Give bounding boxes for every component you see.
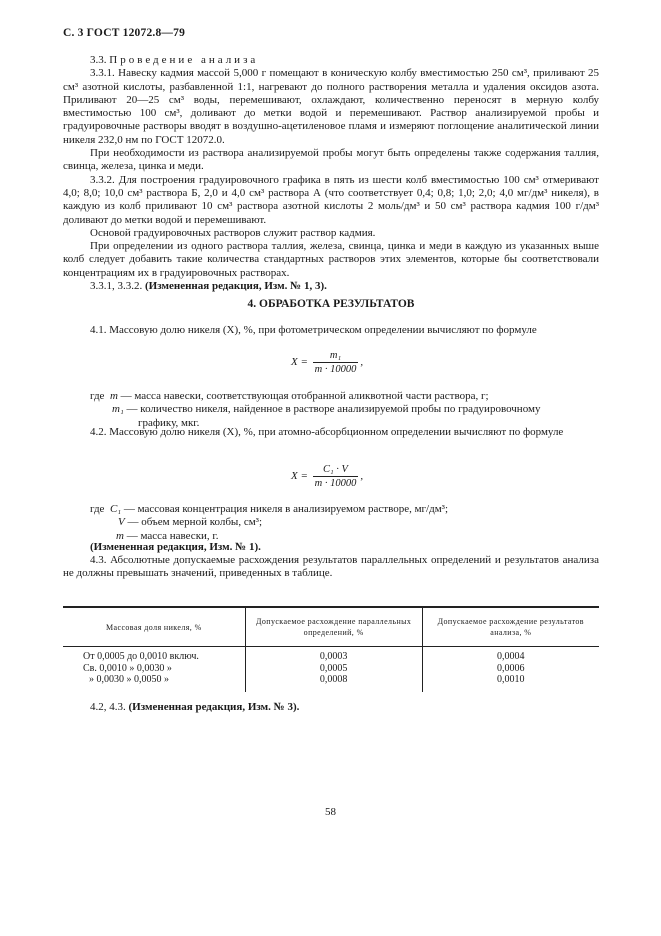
legend-text: — объем мерной колбы, см³; — [127, 516, 263, 529]
legend-row — [90, 503, 448, 516]
paragraph-3-3-1 — [63, 67, 599, 147]
paragraph-3-3-1-note: При необходимости из раствора анализируемой пробы могут быть определены также содержания таллия, свинца, железа, цинка и меди. — [63, 147, 599, 173]
tolerance-table — [63, 606, 599, 692]
formula-1 — [291, 350, 363, 375]
table-header-cell: Допускаемое расхождение параллельных определений, % — [245, 607, 422, 647]
paragraph-3-3-2 — [63, 174, 599, 227]
section-3-3-title — [63, 54, 599, 67]
table-header-cell: Допускаемое расхождение результатов анализа, % — [422, 607, 599, 647]
paragraph-text: Для построения градуировочного графика в пять из шести колб вместимостью 100 см³ отмеривают 4,0; 8,0; 10,0 см³ раствора Б, 2,0 и 4,0 см³ раствора А (что соответствует 0,4; 0,8; 1,0; 2,0; 4,0 мг/дм³ никеля), в каждую из колб приливают 10 см³ раствора азотной кислоты 2 моль/дм³ и 50 см³ раствора кадмия 100 г/дм³ доливают до метки водой и перемешивают. — [63, 173, 599, 226]
legend-prefix: где — [90, 390, 105, 402]
table-cell — [63, 647, 245, 692]
page-header: С. 3 ГОСТ 12072.8—79 — [63, 27, 186, 39]
paragraph-4-1-text: 4.1. Массовую долю никеля (X), %, при фотометрическом определении вычисляют по формуле — [90, 324, 537, 336]
legend-symbol: m₁ — [112, 403, 124, 416]
cell-line: 0,0008 — [319, 674, 348, 685]
amendment-ref: 3.3.1, 3.3.2. — [90, 280, 143, 293]
formula-tail: , — [360, 470, 364, 483]
paragraph-4-2-text: 4.2. Массовую долю никеля (X), %, при атомно-абсорбционном определении вычисляют по формуле — [90, 426, 564, 438]
paragraph-4-2 — [63, 426, 599, 439]
amendment-text: (Измененная редакция, Изм. № 1, 3). — [145, 280, 327, 293]
formula-2-legend — [90, 503, 448, 543]
table-cell — [422, 647, 599, 692]
cell-line: 0,0004 — [497, 651, 525, 662]
formula-lhs: X = — [291, 470, 308, 483]
paragraph-number: 3.3.1. — [90, 67, 115, 80]
formula-fraction — [313, 464, 359, 489]
section-number: 3.3. — [90, 54, 107, 66]
formula-1-legend — [90, 390, 540, 430]
amendment-text: (Измененная редакция, Изм. № 3). — [128, 701, 300, 713]
legend-row — [90, 403, 540, 416]
legend-text: — масса навески, соответствующая отобранной аликвотной части раствора, г; — [120, 390, 489, 402]
legend-symbol: C₁ — [109, 503, 122, 515]
table-header-row — [63, 607, 599, 647]
paragraph-4-3 — [63, 554, 599, 581]
legend-text: — количество никеля, найденное в растворе анализируемой пробы по градуировочному — [126, 403, 541, 416]
legend-row — [90, 390, 540, 403]
paragraph-4-3-text: 4.3. Абсолютные допускаемые расхождения результатов параллельных определений и результатов анализа не должны превышать значений, приведенных в таблице. — [63, 554, 599, 580]
legend-symbol: m — [109, 390, 118, 402]
paragraph-multi-element: При определении из одного раствора таллия, железа, свинца, цинка и меди в каждую из указанных выше колб следует добавить такие количества стандартных растворов этих элементов, которые бы соответствовали концентрациям их в градуировочных растворах. — [63, 240, 599, 279]
formula-tail: , — [360, 356, 364, 369]
cell-line: 0,0006 — [497, 662, 525, 674]
table-cell — [245, 647, 422, 692]
formula-denominator: m · 10000 — [314, 478, 357, 489]
formula-denominator: m · 10000 — [314, 364, 357, 375]
legend-symbol: m — [116, 529, 124, 542]
formula-numerator: C₁ · V — [323, 464, 348, 475]
amendment-note-3-3 — [63, 280, 599, 293]
legend-symbol: V — [118, 516, 125, 529]
legend-text: — масса навески, г. — [126, 529, 219, 542]
paragraph-text: Навеску кадмия массой 5,000 г помещают в коническую колбу вместимостью 250 см³, приливают 25 см³ азотной кислоты, разбавленной 1:1, нагревают до полного растворения металла и удаления оксидов азота. Приливают 20—25 см³ воды, перемешивают, охлаждают, количественно переносят в мерную колбу вместимостью 100 см³, доливают до метки водой и перемешивают. Раствор анализируемой пробы и градуировочные растворы вводят в воздушно-ацетиленовое пламя и измеряют поглощение аналитической линии никеля 232,0 нм по ГОСТ 12072.0. — [63, 67, 600, 146]
legend-text: — массовая концентрация никеля в анализируемом растворе, мг/дм³; — [123, 503, 449, 515]
legend-row — [90, 516, 448, 529]
legend-prefix: где — [90, 503, 105, 515]
page-number: 58 — [325, 806, 336, 818]
formula-lhs: X = — [291, 356, 308, 369]
formula-numerator: m₁ — [329, 350, 342, 361]
amendment-note-4-2-4-3 — [63, 701, 599, 714]
paragraph-number: 3.3.2. — [90, 173, 115, 186]
section-3-3 — [63, 54, 599, 293]
formula-fraction — [313, 350, 359, 375]
table-header-cell: Массовая доля никеля, % — [63, 607, 245, 647]
cell-line: 0,0003 — [319, 651, 348, 662]
cell-line: 0,0010 — [497, 674, 525, 685]
cell-line: Св. 0,0010 » 0,0030 » — [83, 662, 172, 674]
section-title: Проведение анализа — [109, 54, 259, 66]
legend-text: графику, мкг. — [138, 416, 200, 429]
paragraph-4-1 — [63, 324, 599, 337]
paragraph-calibration-base: Основой градуировочных растворов служит раствор кадмия. — [90, 226, 376, 239]
formula-2 — [291, 464, 363, 489]
cell-line: 0,0005 — [319, 662, 348, 674]
amendment-note-4-2: (Измененная редакция, Изм. № 1). — [90, 541, 261, 553]
section-4-heading: 4. ОБРАБОТКА РЕЗУЛЬТАТОВ — [247, 298, 415, 310]
cell-line: » 0,0030 » 0,0050 » — [89, 674, 169, 685]
amendment-ref: 4.2, 4.3. — [90, 701, 126, 713]
table-row — [63, 647, 599, 692]
cell-line: От 0,0005 до 0,0010 включ. — [83, 651, 199, 662]
